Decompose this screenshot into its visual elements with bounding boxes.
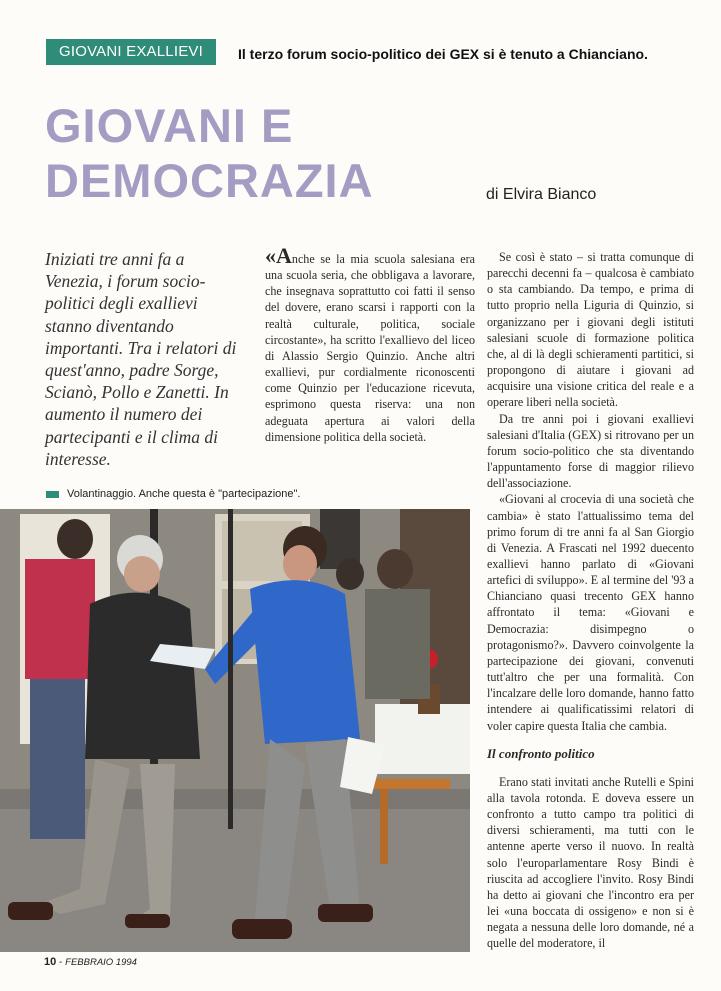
column-3 [487,249,694,952]
title-line-2: DEMOCRAZIA [45,154,374,207]
article-title [45,98,374,208]
page-number: 10 [44,956,57,968]
paragraph: Se così è stato – si tratta comunque di parecchi decenni fa – qualcosa è cambiato o sta cambiando. Da tempo, e prima di tutto proprio nella Liguria di Quinzio, si organizzano per i giovani degli istituti salesiani scuole di formazione politica che, al di là degli schieramenti partitici, si propongono di aiutare i giovani ad acquisire una visione critica del reale e a operare liberi nella società. [487,250,694,410]
kicker-headline: Il terzo forum socio-politico dei GEX si è tenuto a Chianciano. [238,46,648,62]
lead-paragraph: Iniziati tre anni fa a Venezia, i forum socio-politici degli exallievi stanno diventando importanti. Tra i relatori di quest'anno, padre Sorge, Scianò, Pollo e Zanetti. In aumento il numero dei partecipanti e il clima di interesse. [45,249,237,469]
subhead: Il confronto politico [487,745,595,761]
column-2-paragraph [265,243,475,445]
photo-caption [46,488,300,500]
paragraph: Da tre anni poi i giovani exallievi salesiani d'Italia (GEX) si ritrovano per un forum socio-politico che sta diventando l'appuntamento forse di maggior rilievo dell'associazione. [487,411,694,491]
section-tag: GIOVANI EXALLIEVI [46,39,216,65]
drop-cap: «A [265,243,292,268]
street-photo [0,509,470,952]
footer-separator: - [59,957,66,968]
paragraph: Erano stati invitati anche Rutelli e Spini alla tavola rotonda. E doveva essere un confronto a tutto campo tra politici di diversi schieramenti, ma tutti con le antenne aperte verso il nuovo. In realtà solo l'europarlamentare Rosy Bindi è riuscita ad accogliere l'invito. Rosy Bindi ha detto ai giovani che l'incontro era per lei «una boccata di ossigeno» e non si è negata a nessuna delle loro domande, né a quelle del moderatore, il [487,774,694,951]
paragraph: «Giovani al crocevia di una società che cambia» è stato l'attualissimo tema del primo forum di tre anni fa al San Giorgio di Venezia. A Frascati nel 1992 duecento exallievi hanno parlato di «Giovani artefici di sviluppo». E al termine del '93 a Chianciano quasi trecento GEX hanno affrontato il tema: «Giovani e Democrazia: disimpegno o protagonismo?». Davvero coinvolgente la partecipazione dei giovani, convenuti tutt'altro che per una formalità. Con l'incalzare delle loro domande, hanno fatto intendere ai qualificatissimi relatori di voler capire questa Italia che cambia. [487,492,694,733]
caption-marker [46,491,59,498]
column-2-text: nche se la mia scuola salesiana era una scuola seria, che obbligava a lavorare, che insegnava soprattutto coi fatti il senso del dovere, erano scarsi i rapporti con la realtà culturale, politica, sociale circostante», ha scritto l'exallievo del liceo di Alassio Sergio Quinzio. Anche altri exallievi, pur cordialmente riconoscenti come Quinzio per l'educazione ricevuta, esprimono questa riserva: una non adeguata apertura ai valori della dimensione politica della società. [265,252,475,444]
title-line-1: GIOVANI E [45,99,294,152]
byline: di Elvira Bianco [486,186,597,203]
issue-date: FEBBRAIO 1994 [65,957,137,968]
column-2 [265,243,475,445]
page-footer [44,956,137,968]
caption-text: Volantinaggio. Anche questa è "partecipazione". [67,488,301,500]
